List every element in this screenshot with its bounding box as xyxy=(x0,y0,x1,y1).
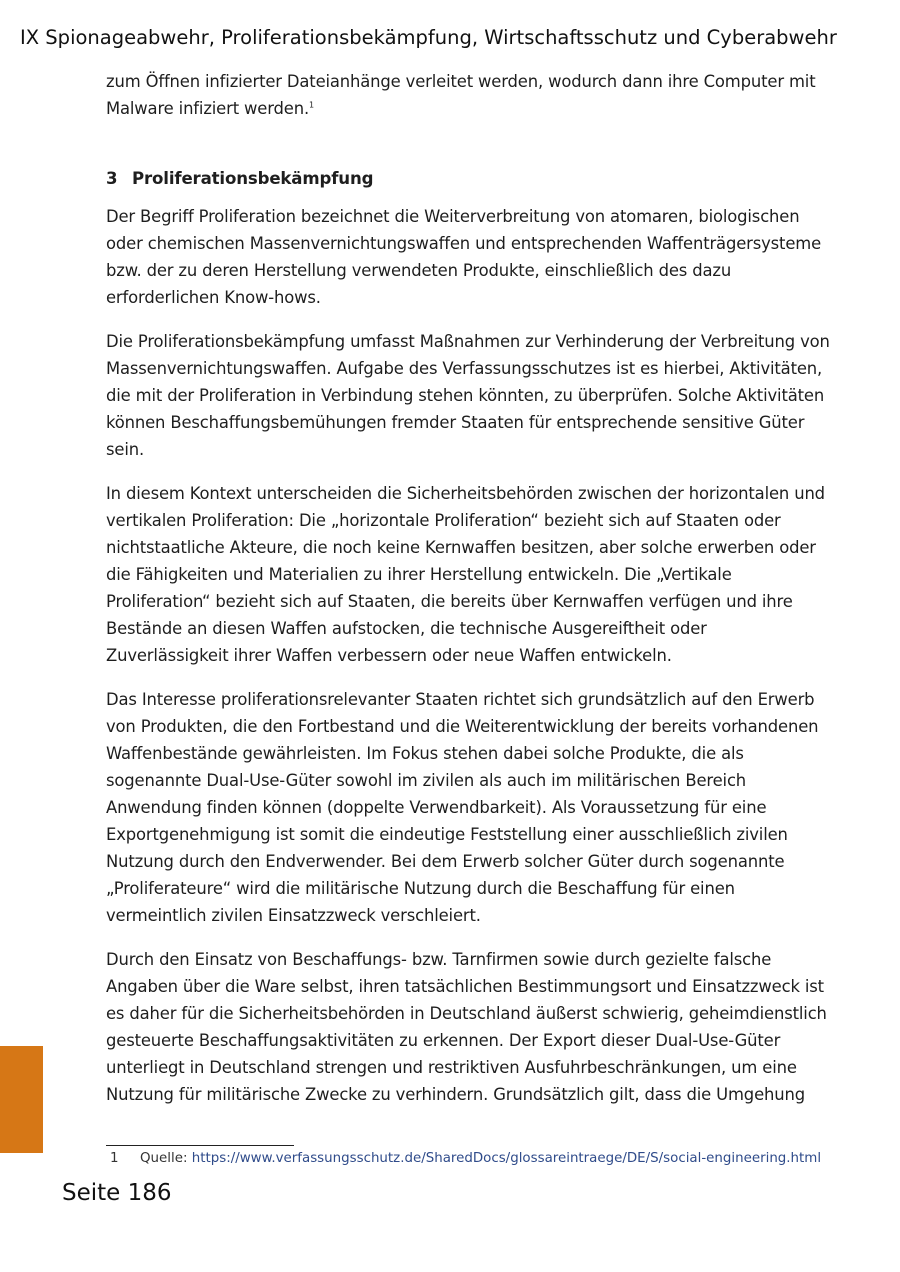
intro-text: zum Öffnen infizierter Dateianhänge verleitet werden, wodurch dann ihre Computer mit Malware infiziert werden. xyxy=(106,72,816,118)
section-title: Proliferationsbekämpfung xyxy=(132,169,374,188)
footnote-reference[interactable]: 1 xyxy=(309,100,314,110)
footnote-divider xyxy=(106,1145,294,1146)
footnote-link[interactable]: https://www.verfassungsschutz.de/SharedDocs/glossareintraege/DE/S/social-engineering.html xyxy=(191,1151,822,1166)
chapter-side-tab xyxy=(0,1046,43,1153)
section-heading xyxy=(106,165,832,192)
footnote xyxy=(110,1151,821,1166)
page-body xyxy=(106,68,832,1125)
footnote-label: Quelle: xyxy=(140,1151,188,1166)
paragraph-3: In diesem Kontext unterscheiden die Sicherheitsbehörden zwischen der horizontalen und vertikalen Proliferation: Die „horizontale Proliferation“ bezieht sich auf Staaten oder nichtstaatliche Akteure, die noch keine Kernwaffen besitzen, aber solche erwerben oder die Fähigkeiten und Materialien zu ihrer Herstellung entwickeln. Die „Vertikale Proliferation“ bezieht sich auf Staaten, die bereits über Kernwaffen verfügen und ihre Bestände an diesen Waffen aufstocken, die technische Ausgereiftheit oder Zuverlässigkeit ihrer Waffen verbessern oder neue Waffen entwickeln. xyxy=(106,484,825,665)
paragraph-2: Die Proliferationsbekämpfung umfasst Maßnahmen zur Verhinderung der Verbreitung von Massenvernichtungswaffen. Aufgabe des Verfassungsschutzes ist es hierbei, Aktivitäten, die mit der Proliferation in Verbindung stehen könnten, zu überprüfen. Solche Aktivitäten können Beschaffungsbemühungen fremder Staaten für entsprechende sensitive Güter sein. xyxy=(106,332,830,459)
footnote-number: 1 xyxy=(110,1151,119,1166)
running-header: IX Spionageabwehr, Proliferationsbekämpfung, Wirtschaftsschutz und Cyberabwehr xyxy=(20,26,837,49)
intro-paragraph xyxy=(106,68,832,122)
paragraph-4: Das Interesse proliferationsrelevanter Staaten richtet sich grundsätzlich auf den Erwerb von Produkten, die den Fortbestand und die Weiterentwicklung der bereits vorhandenen Waffenbestände gewährleisten. Im Fokus stehen dabei solche Produkte, die als sogenannte Dual-Use-Güter sowohl im zivilen als auch im militärischen Bereich Anwendung finden können (doppelte Verwendbarkeit). Als Voraussetzung für eine Exportgenehmigung ist somit die eindeutige Feststellung einer ausschließlich zivilen Nutzung durch den Endverwender. Bei dem Erwerb solcher Güter durch sogenannte „Proliferateure“ wird die militärische Nutzung durch die Beschaffung für einen vermeintlich zivilen Einsatzzweck verschleiert. xyxy=(106,690,819,925)
paragraph-5: Durch den Einsatz von Beschaffungs- bzw. Tarnfirmen sowie durch gezielte falsche Angaben über die Ware selbst, ihren tatsächlichen Bestimmungsort und Einsatzzweck ist es daher für die Sicherheitsbehörden in Deutschland äußerst schwierig, geheimdienstlich gesteuerte Beschaffungsaktivitäten zu erkennen. Der Export dieser Dual-Use-Güter unterliegt in Deutschland strengen und restriktiven Ausfuhrbeschränkungen, um eine Nutzung für militärische Zwecke zu verhindern. Grundsätzlich gilt, dass die Umgehung xyxy=(106,950,827,1104)
paragraph-1: Der Begriff Proliferation bezeichnet die Weiterverbreitung von atomaren, biologischen oder chemischen Massenvernichtungswaffen und entsprechenden Waffenträgersysteme bzw. der zu deren Herstellung verwendeten Produkte, einschließlich des dazu erforderlichen Know-hows. xyxy=(106,207,822,307)
page-number: Seite 186 xyxy=(62,1180,172,1206)
section-number: 3 xyxy=(106,169,118,188)
